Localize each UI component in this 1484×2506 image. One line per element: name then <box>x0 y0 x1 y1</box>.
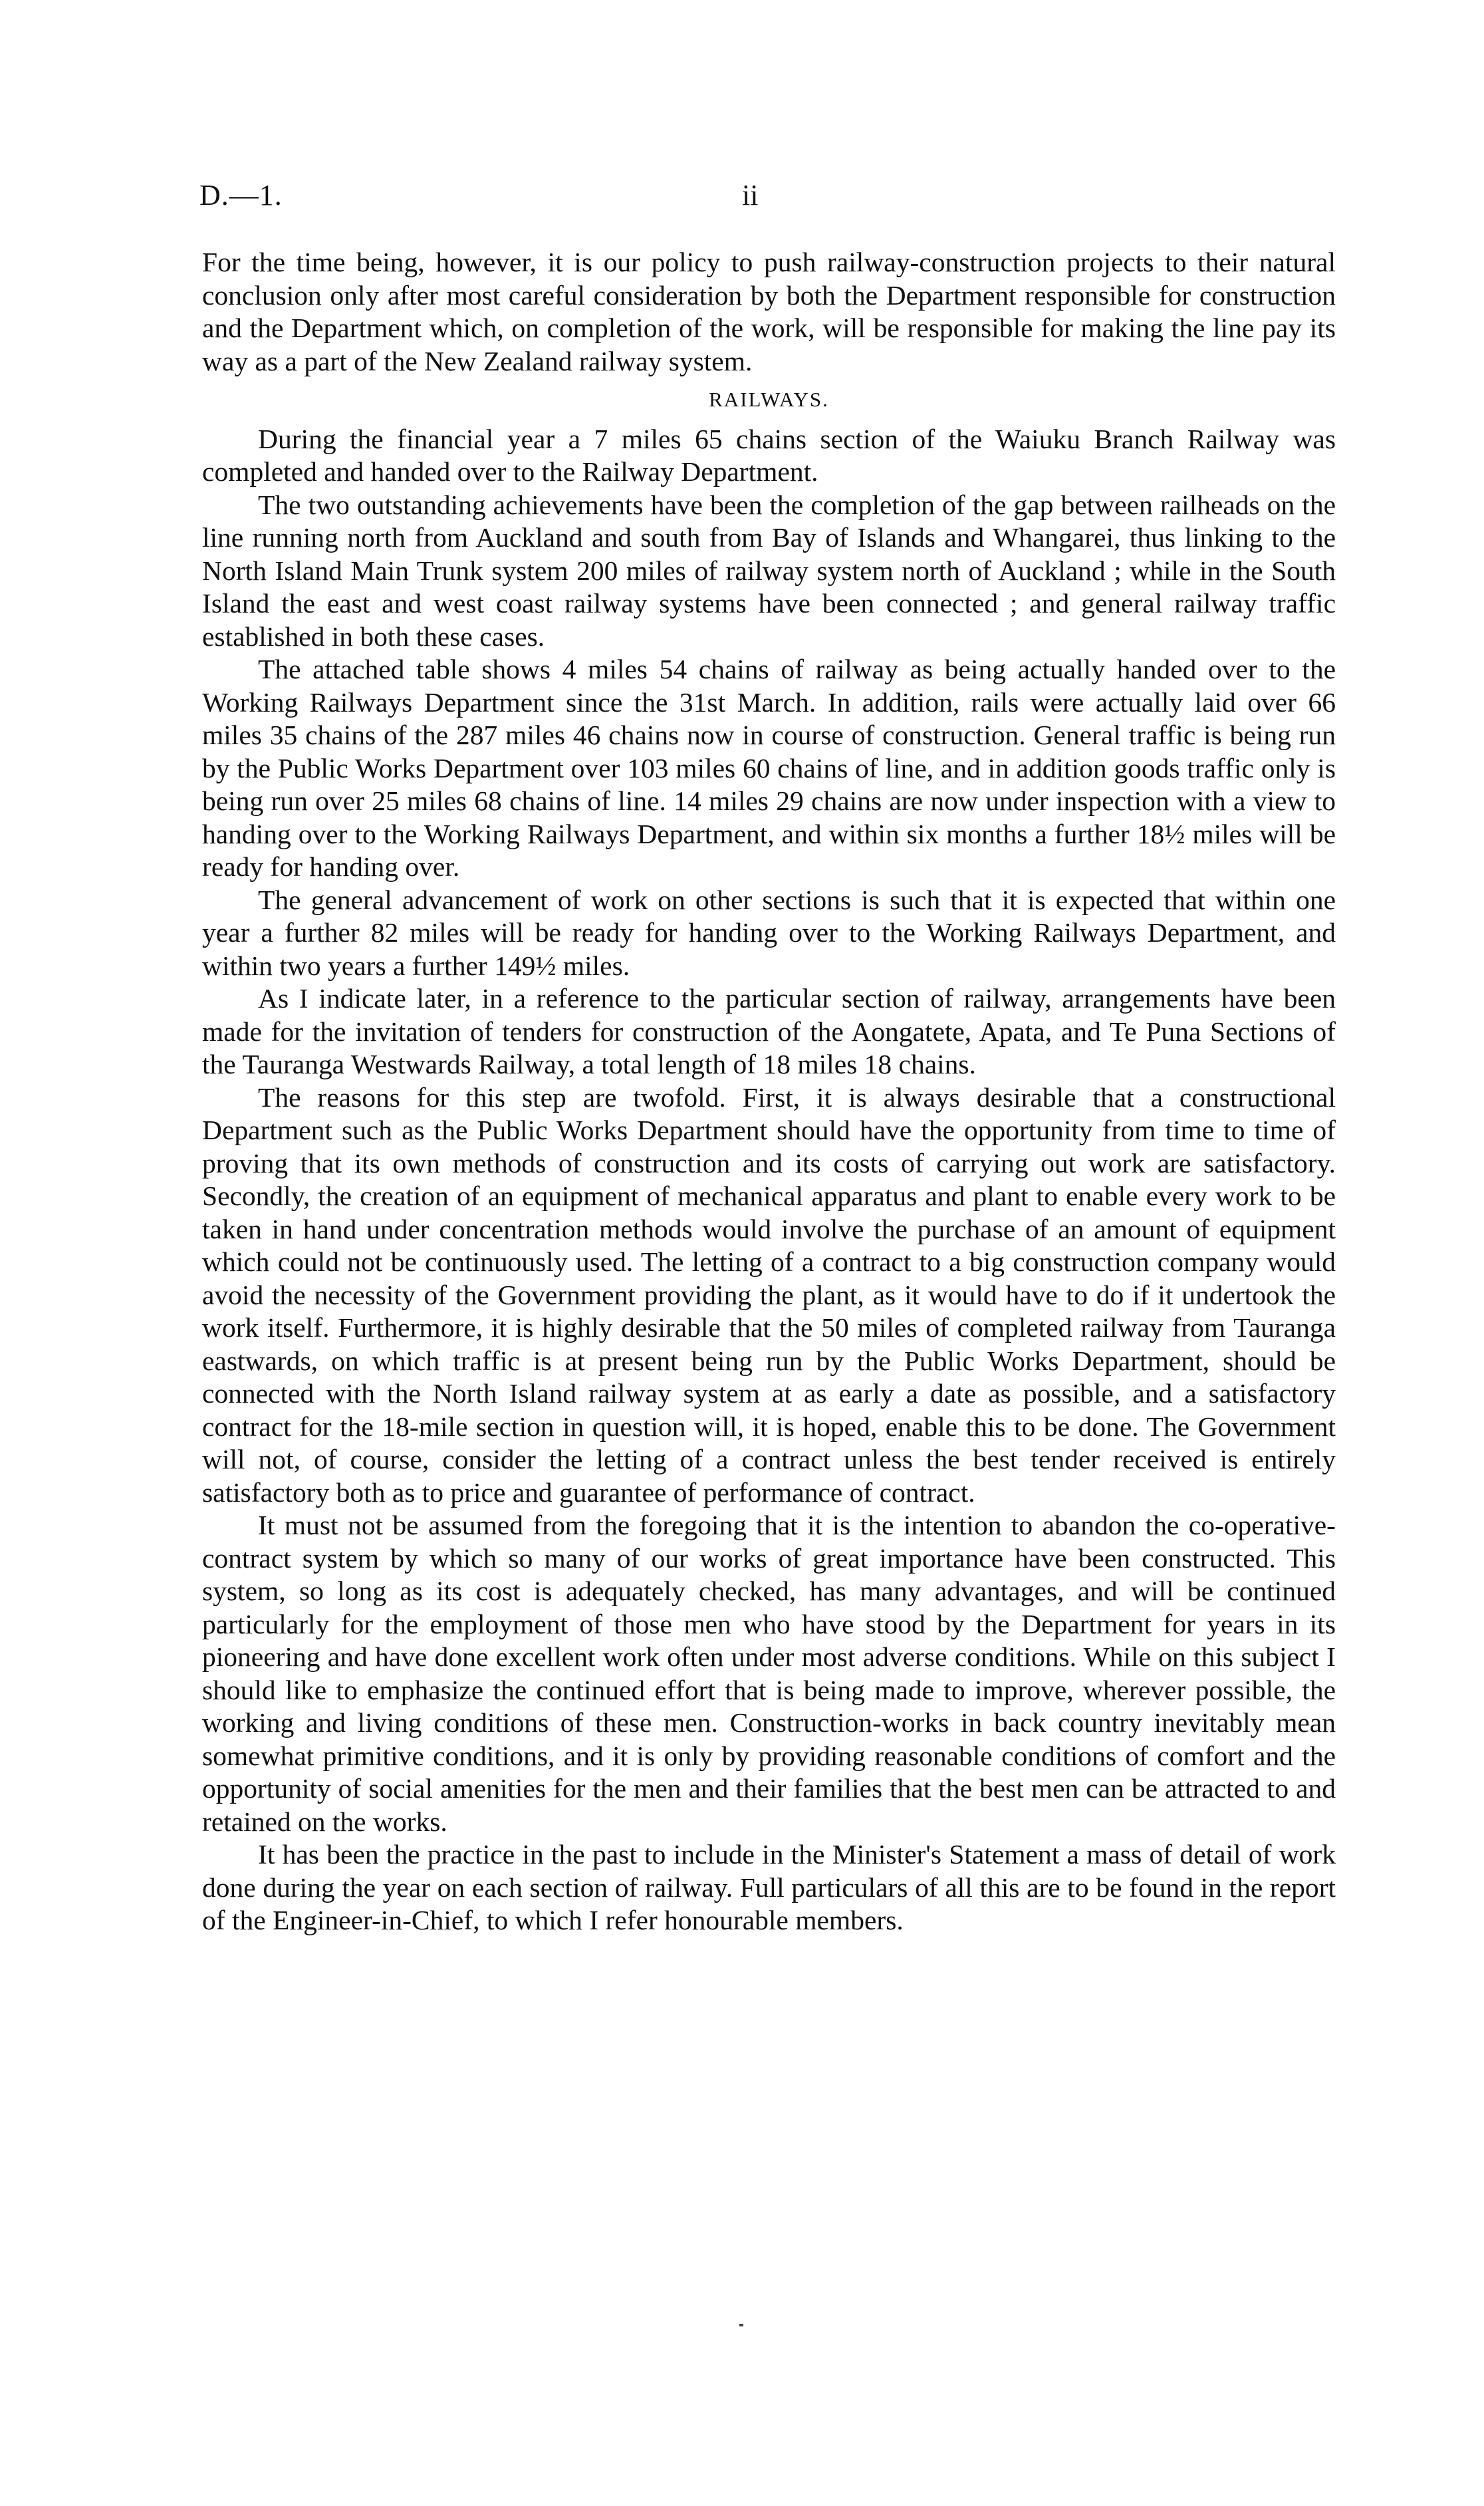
print-speck <box>739 2324 743 2326</box>
paragraph-tenders: As I indicate later, in a reference to the particular section of railway, arrangements have been made for the invitation of tenders for construction of the Aongatete, Apata, and Te Puna Sections of the Tauranga Westwards Railway, a total length of 18 miles 18 chains. <box>202 983 1336 1079</box>
paragraph-reasons: The reasons for this step are twofold. First, it is always desirable that a constructional Department such as the Public Works Department should have the opportunity from time to time of proving that its own methods of construction and its costs of carrying out work are satisfactory. Secondly, the creation of an equipment of mechanical apparatus and plant to enable every work to be taken in hand under concentration methods would involve the purchase of an amount of equipment which could not be continuously used. The letting of a contract to a big construction company would avoid the necessity of the Government providing the plant, as it would have to do if it undertook the work itself. Furthermore, it is highly desirable that the 50 miles of completed railway from Tauranga eastwards, on which traffic is at present being run by the Public Works Department, should be connected with the North Island railway system at as early a date as possible, and a satisfactory contract for the 18-mile section in question will, it is hoped, enable this to be done. The Government will not, of course, consider the letting of a contract unless the best tender received is entirely satisfactory both as to price and guarantee of performance of contract. <box>202 1081 1336 1508</box>
body-text <box>202 246 1336 1937</box>
paragraph-co-operative-contract: It must not be assumed from the foregoing that it is the intention to abandon the co-operative-contract system by which so many of our works of great importance have been constructed. This system, so long as its cost is adequately checked, has many advantages, and will be continued particularly for the employment of those men who have stood by the Department for years in its pioneering and have done excellent work often under most adverse conditions. While on this subject I should like to emphasize the continued effort that is being made to improve, wherever possible, the working and living conditions of these men. Construction-works in back country inevitably mean somewhat primitive conditions, and it is only by providing reasonable conditions of comfort and the opportunity of social amenities for the men and their families that the best men can be attracted to and retained on the works. <box>202 1510 1336 1837</box>
paragraph-general-advancement: The general advancement of work on other sections is such that it is expected that within one year a further 82 miles will be ready for handing over to the Working Railways Department, and within two years a further 149½ miles. <box>202 884 1336 981</box>
document-reference: D.—1. <box>199 179 283 211</box>
intro-paragraph: For the time being, however, it is our policy to push railway-construction projects to their natural conclusion only after most careful consideration by both the Department responsible for construction and the Department which, on completion of the work, will be responsible for making the line pay its way as a part of the New Zealand railway system. <box>202 247 1336 376</box>
paragraph-attached-table: The attached table shows 4 miles 54 chains of railway as being actually handed over to the Working Railways Department since the 31st March. In addition, rails were actually laid over 66 miles 35 chains of the 287 miles 46 chains now in course of construction. General traffic is being run by the Public Works Department over 103 miles 60 chains of line, and in addition goods traffic only is being run over 25 miles 68 chains of line. 14 miles 29 chains are now under inspection with a view to handing over to the Working Railways Department, and within six months a further 18½ miles will be ready for handing over. <box>202 654 1336 882</box>
paragraph-ministers-statement: It has been the practice in the past to include in the Minister's Statement a mass of detail of work done during the year on each section of railway. Full particulars of all this are to be found in the report of the Engineer-in-Chief, to which I refer honourable members. <box>202 1839 1336 1935</box>
section-heading-railways: RAILWAYS. <box>709 388 829 411</box>
page-number: ii <box>742 179 759 211</box>
paragraph-achievements: The two outstanding achievements have been the completion of the gap between railheads on the line running north from Auckland and south from Bay of Islands and Whangarei, thus linking to the North Island Main Trunk system 200 miles of railway system north of Auckland ; while in the South Island the east and west coast railway systems have been connected ; and general railway traffic established in both these cases. <box>202 489 1336 652</box>
paragraph-waiuku: During the financial year a 7 miles 65 chains section of the Waiuku Branch Railway was completed and handed over to the Railway Department. <box>202 423 1336 487</box>
